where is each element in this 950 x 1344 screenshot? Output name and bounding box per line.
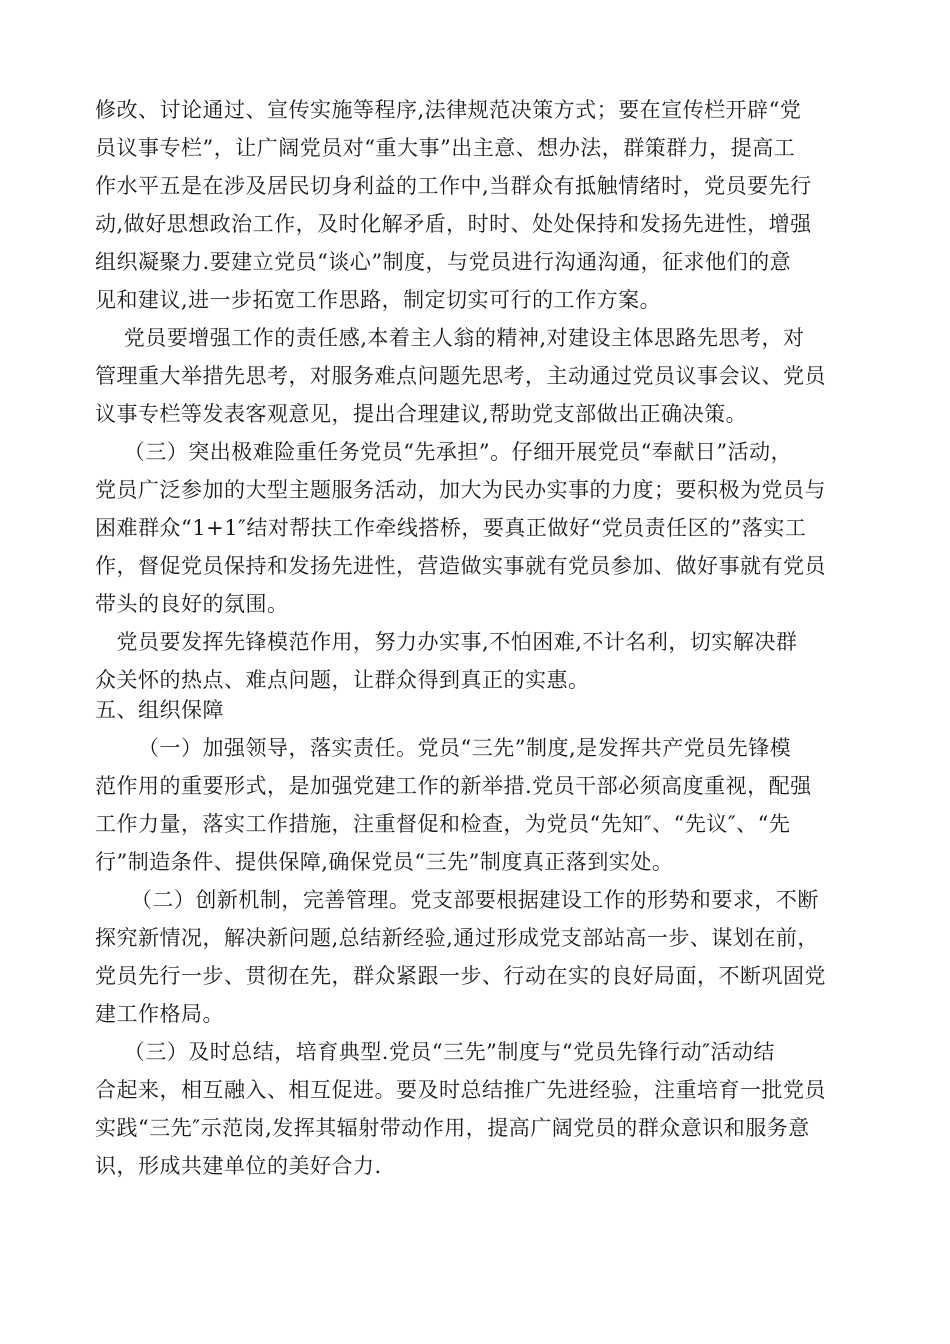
text-line: 探究新情况，解决新问题,总结新经验,通过形成党支部站高一步、谋划在前， (95, 926, 819, 950)
text-line: 作，督促党员保持和发扬先进性，营造做实事就有党员参加、做好事就有党员 (95, 554, 826, 578)
text-line: （三）突出极难险重任务党员“先承担”。仔细开展党员“奉献日”活动， (95, 440, 793, 464)
text-line: 合起来，相互融入、相互促进。要及时总结推广先进经验，注重培育一批党员 (95, 1078, 826, 1102)
text-line: 管理重大举措先思考，对服务难点问题先思考，主动通过党员议事会议、党员 (95, 364, 826, 388)
text-line: （二）创新机制，完善管理。党支部要根据建设工作的形势和要求，不断 (95, 888, 819, 912)
text-line: 组织凝聚力.要建立党员“谈心”制度，与党员进行沟通沟通，征求他们的意 (95, 250, 792, 274)
text-line: 众关怀的热点、难点问题，让群众得到真正的实惠。 (95, 668, 590, 692)
text-line: 困难群众“1+1″结对帮扶工作牵线搭桥，要真正做好“党员责任区的”落实工 (95, 516, 807, 540)
text-line: 实践“三先″示范岗,发挥其辐射带动作用，提高广阔党员的群众意识和服务意 (95, 1116, 810, 1140)
text-line: 识，形成共建单位的美好合力. (95, 1154, 382, 1178)
text-line: 见和建议,进一步拓宽工作思路，制定切实可行的工作方案。 (95, 288, 662, 312)
text-line: （一）加强领导，落实责任。党员“三先”制度,是发挥共产党员先锋模 (95, 736, 792, 760)
text-line: 修改、讨论通过、宣传实施等程序,法律规范决策方式；要在宣传栏开辟“党 (95, 98, 802, 122)
text-line: 建工作格局。 (95, 1002, 224, 1026)
text-line: 党员要增强工作的责任感,本着主人翁的精神,对建设主体思路先思考，对 (95, 326, 805, 350)
text-line: 作水平五是在涉及居民切身利益的工作中,当群众有抵触情绪时，党员要先行 (95, 174, 812, 198)
text-line: 行”制造条件、提供保障,确保党员“三先”制度真正落到实处。 (95, 850, 674, 874)
text-line: 党员先行一步、贯彻在先，群众紧跟一步、行动在实的良好局面，不断巩固党 (95, 964, 826, 988)
text-line: 党员广泛参加的大型主题服务活动，加大为民办实事的力度；要积极为党员与 (95, 478, 826, 502)
text-line: （三）及时总结，培育典型.党员“三先”制度与“党员先锋行动″活动结 (95, 1040, 775, 1064)
text-line: 范作用的重要形式，是加强党建工作的新举措.党员干部必须高度重视，配强 (95, 774, 812, 798)
section-heading: 五、组织保障 (95, 698, 224, 722)
text-line: 工作力量，落实工作措施，注重督促和检查，为党员“先知″、“先议″、“先 (95, 812, 791, 836)
text-line: 动,做好思想政治工作，及时化解矛盾，时时、处处保持和发扬先进性，增强 (95, 212, 812, 236)
text-line: 带头的良好的氛围。 (95, 592, 289, 616)
text-line: 员议事专栏”，让广阔党员对“重大事”出主意、想办法，群策群力，提高工 (95, 136, 796, 160)
text-line: 议事专栏等发表客观意见，提出合理建议,帮助党支部做出正确决策。 (95, 402, 748, 426)
text-line: 党员要发挥先锋模范作用，努力办实事,不怕困难,不计名利，切实解决群 (95, 630, 798, 654)
